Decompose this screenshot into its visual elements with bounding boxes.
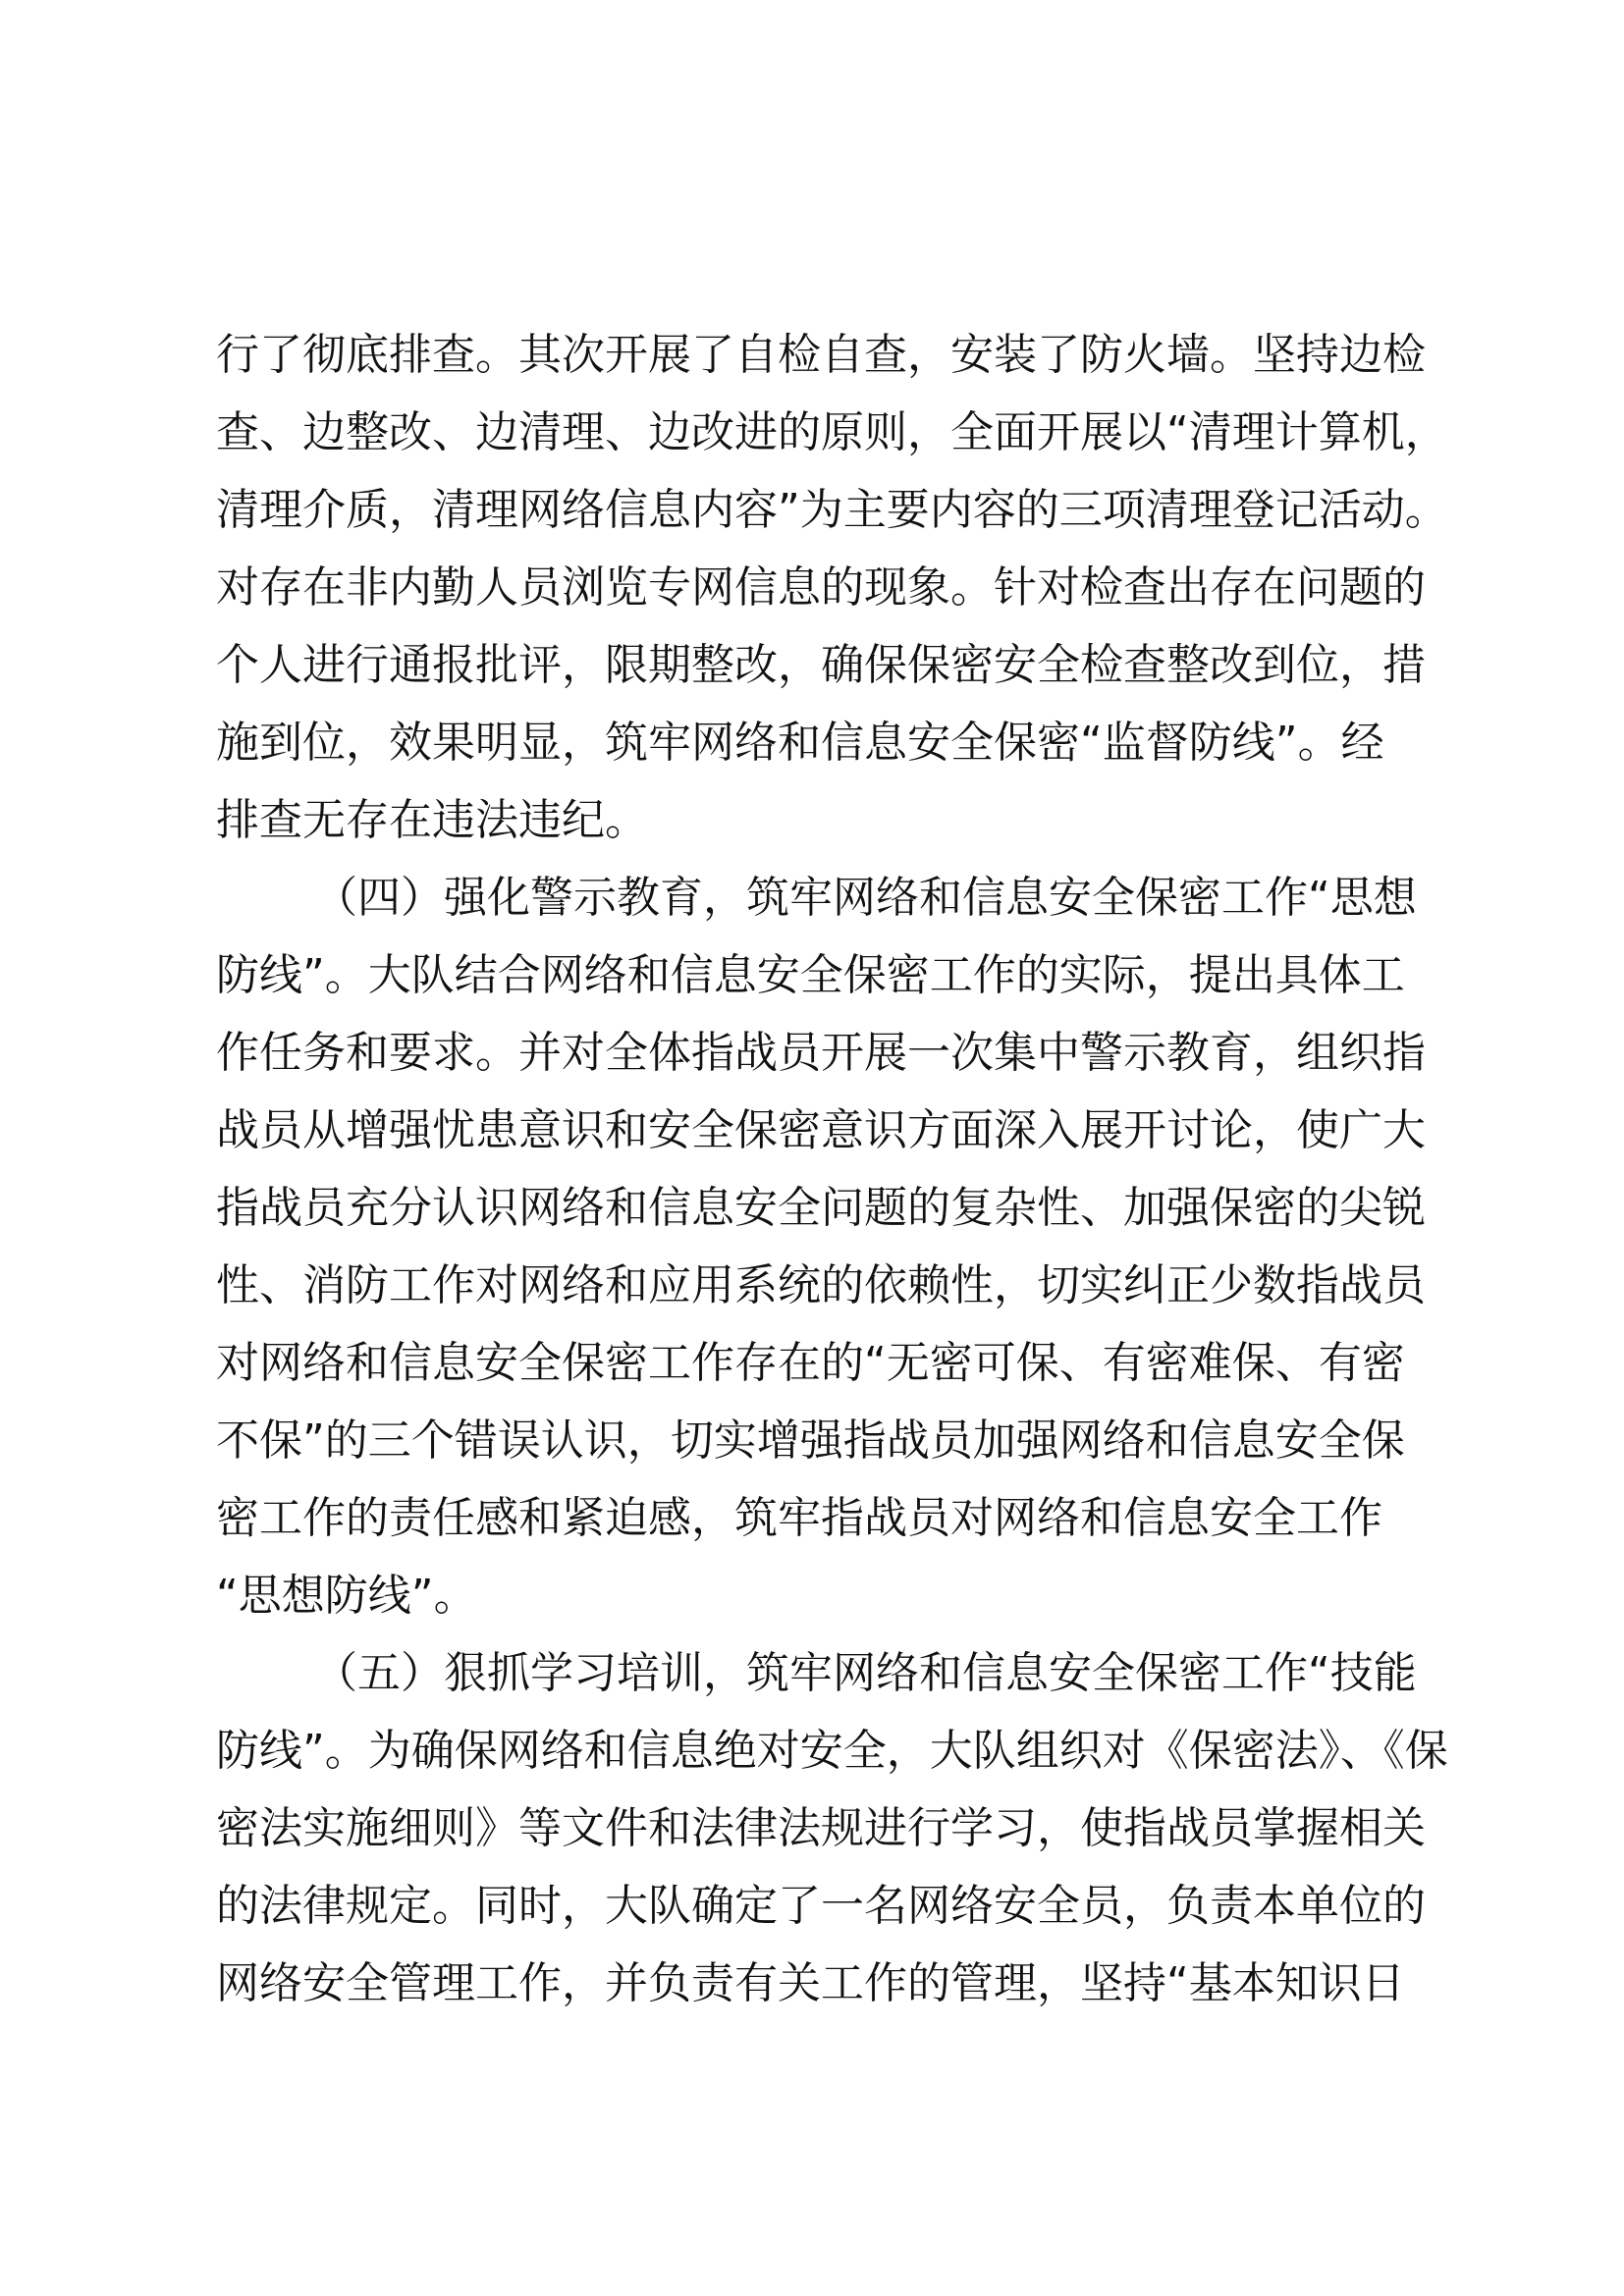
text-line: 排查无存在违法违纪。 (216, 795, 648, 845)
text-line: 施到位，效果明显，筑牢网络和信息安全保密“监督防线”。经 (216, 718, 1384, 768)
section-heading-line: （四）强化警示教育，筑牢网络和信息安全保密工作“思想 (314, 873, 1417, 923)
text-line: 行了彻底排查。其次开展了自检自查，安装了防火墙。坚持边检 (216, 330, 1426, 380)
text-line: “思想防线”。 (216, 1571, 477, 1621)
section-heading-line: （五）狠抓学习培训，筑牢网络和信息安全保密工作“技能 (314, 1648, 1417, 1698)
paragraph-section-five (216, 1634, 1448, 2022)
text-line: 性、消防工作对网络和应用系统的依赖性，切实纠正少数指战员 (216, 1260, 1426, 1310)
text-line: 对网络和信息安全保密工作存在的“无密可保、有密难保、有密 (216, 1338, 1405, 1388)
text-line: 密工作的责任感和紧迫感，筑牢指战员对网络和信息安全工作 (216, 1493, 1382, 1543)
text-line: 密法实施细则》等文件和法律法规进行学习，使指战员掌握相关 (216, 1803, 1426, 1853)
text-line: 防线”。为确保网络和信息绝对安全，大队组织对《保密法》、《保 (216, 1726, 1448, 1776)
paragraph-section-four (216, 859, 1434, 1634)
text-line: 防线”。大队结合网络和信息安全保密工作的实际，提出具体工 (216, 950, 1405, 1000)
text-line: 不保”的三个错误认识，切实增强指战员加强网络和信息安全保 (216, 1415, 1405, 1466)
text-line: 查、边整改、边清理、边改进的原则，全面开展以“清理计算机， (216, 407, 1448, 457)
text-line: 清理介质，清理网络信息内容”为主要内容的三项清理登记活动。 (216, 485, 1448, 535)
paragraph-continuation (216, 316, 1448, 859)
text-line: 对存在非内勤人员浏览专网信息的现象。针对检查出存在问题的 (216, 562, 1426, 613)
text-line: 指战员充分认识网络和信息安全问题的复杂性、加强保密的尖锐 (216, 1183, 1426, 1233)
text-line: 战员从增强忧患意识和安全保密意识方面深入展开讨论，使广大 (216, 1105, 1426, 1155)
text-line: 个人进行通报批评，限期整改，确保保密安全检查整改到位，措 (216, 640, 1426, 690)
text-line: 的法律规定。同时，大队确定了一名网络安全员，负责本单位的 (216, 1881, 1426, 1931)
text-line: 网络安全管理工作，并负责有关工作的管理，坚持“基本知识日 (216, 1958, 1405, 2008)
text-line: 作任务和要求。并对全体指战员开展一次集中警示教育，组织指 (216, 1028, 1426, 1078)
